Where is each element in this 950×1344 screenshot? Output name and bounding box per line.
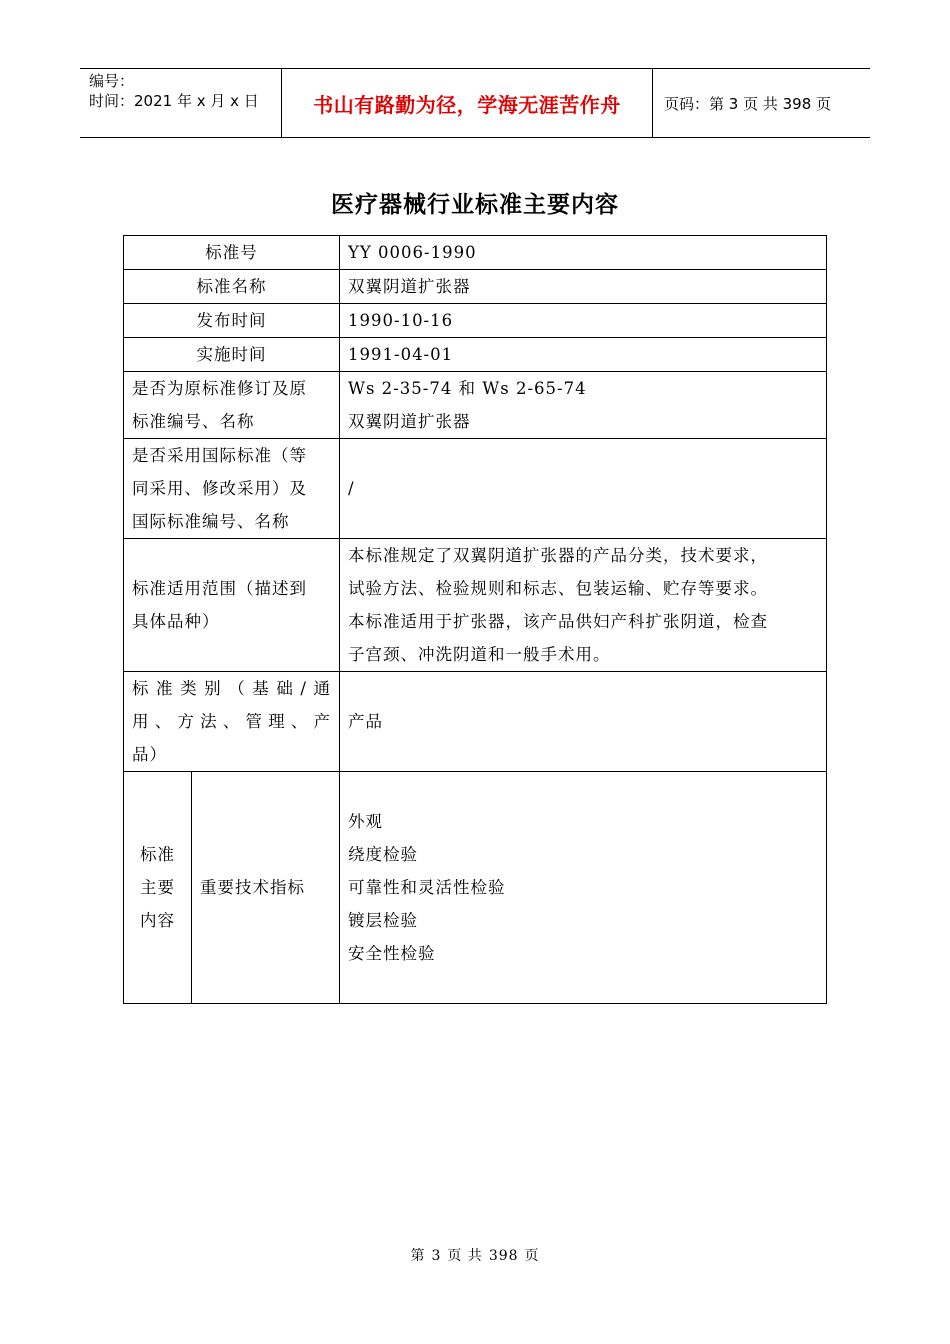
- revision-label: [124, 372, 340, 439]
- intl-std-label: [124, 439, 340, 539]
- page-title: 医疗器械行业标准主要内容: [331, 192, 619, 218]
- table-row: [124, 672, 827, 772]
- intl-std-label-line: 是否采用国际标准（等: [132, 446, 307, 465]
- revision-value: [340, 372, 827, 439]
- page-footer: [0, 1245, 950, 1265]
- doc-number-label: 编号：: [89, 72, 135, 90]
- std-name-label: 标准名称: [124, 270, 340, 304]
- table-row: [124, 372, 827, 439]
- table-row: [124, 270, 827, 304]
- scope-label-line: 具体品种）: [132, 612, 220, 631]
- footer-page-number: 3: [431, 1248, 442, 1264]
- tech-indicator-label: 重要技术指标: [192, 772, 340, 1004]
- list-item: 镀层检验: [348, 911, 418, 930]
- main-content-label-line: 标准: [140, 845, 175, 864]
- scope-value-line: 本标准规定了双翼阴道扩张器的产品分类，技术要求，: [348, 546, 768, 565]
- standard-table: [123, 235, 827, 1004]
- scope-value: [340, 539, 827, 672]
- std-no-label: 标准号: [124, 236, 340, 270]
- category-label-line: 品）: [132, 745, 167, 764]
- category-label-line: 标准类别（基础/通: [132, 679, 331, 698]
- header-motto: 书山有路勤为径，学海无涯苦作舟: [313, 92, 621, 117]
- implement-date-value: 1991-04-01: [340, 338, 827, 372]
- scope-value-line: 本标准适用于扩张器，该产品供妇产科扩张阴道，检查: [348, 612, 768, 631]
- header-motto-cell: [281, 69, 653, 137]
- publish-date-value: 1990-10-16: [340, 304, 827, 338]
- list-item: 绕度检验: [348, 845, 418, 864]
- std-no-value: YY 0006-1990: [340, 236, 827, 270]
- intl-std-label-line: 同采用、修改采用）及: [132, 479, 307, 498]
- implement-date-label: 实施时间: [124, 338, 340, 372]
- header-meta: [80, 69, 281, 137]
- doc-date: 时间：2021 年 x 月 x 日: [89, 92, 259, 110]
- footer-suffix: 页: [524, 1248, 540, 1264]
- list-item: 安全性检验: [348, 944, 436, 963]
- scope-value-line: 试验方法、检验规则和标志、包装运输、贮存等要求。: [348, 579, 768, 598]
- scope-value-line: 子宫颈、冲洗阴道和一般手术用。: [348, 645, 611, 664]
- intl-std-value: /: [340, 439, 827, 539]
- intl-std-label-line: 国际标准编号、名称: [132, 512, 290, 531]
- category-label-line: 用、方法、管理、产: [132, 712, 331, 731]
- main-content-label-line: 主要: [140, 878, 175, 897]
- std-name-value: 双翼阴道扩张器: [340, 270, 827, 304]
- table-row: [124, 772, 827, 1004]
- table-row: [124, 236, 827, 270]
- category-label: [124, 672, 340, 772]
- footer-mid: 页 共: [447, 1248, 483, 1264]
- scope-label-line: 标准适用范围（描述到: [132, 579, 307, 598]
- list-item: 可靠性和灵活性检验: [348, 878, 506, 897]
- revision-value-line: Ws 2-35-74 和 Ws 2-65-74: [348, 379, 587, 398]
- header-page-info: 页码：第 3 页 共 398 页: [664, 94, 832, 113]
- footer-total-pages: 398: [488, 1248, 519, 1264]
- revision-label-line: 是否为原标准修订及原: [132, 379, 307, 398]
- revision-value-line: 双翼阴道扩张器: [348, 412, 471, 431]
- main-content-label-line: 内容: [140, 911, 175, 930]
- list-item: 外观: [348, 812, 383, 831]
- table-row: [124, 338, 827, 372]
- footer-prefix: 第: [410, 1248, 426, 1264]
- table-row: [124, 439, 827, 539]
- scope-label: [124, 539, 340, 672]
- page-header: [80, 68, 870, 138]
- main-content-label: [124, 772, 192, 1004]
- table-row: [124, 304, 827, 338]
- publish-date-label: 发布时间: [124, 304, 340, 338]
- category-value: 产品: [340, 672, 827, 772]
- tech-indicator-list: [340, 772, 827, 1004]
- table-row: [124, 539, 827, 672]
- revision-label-line: 标准编号、名称: [132, 412, 255, 431]
